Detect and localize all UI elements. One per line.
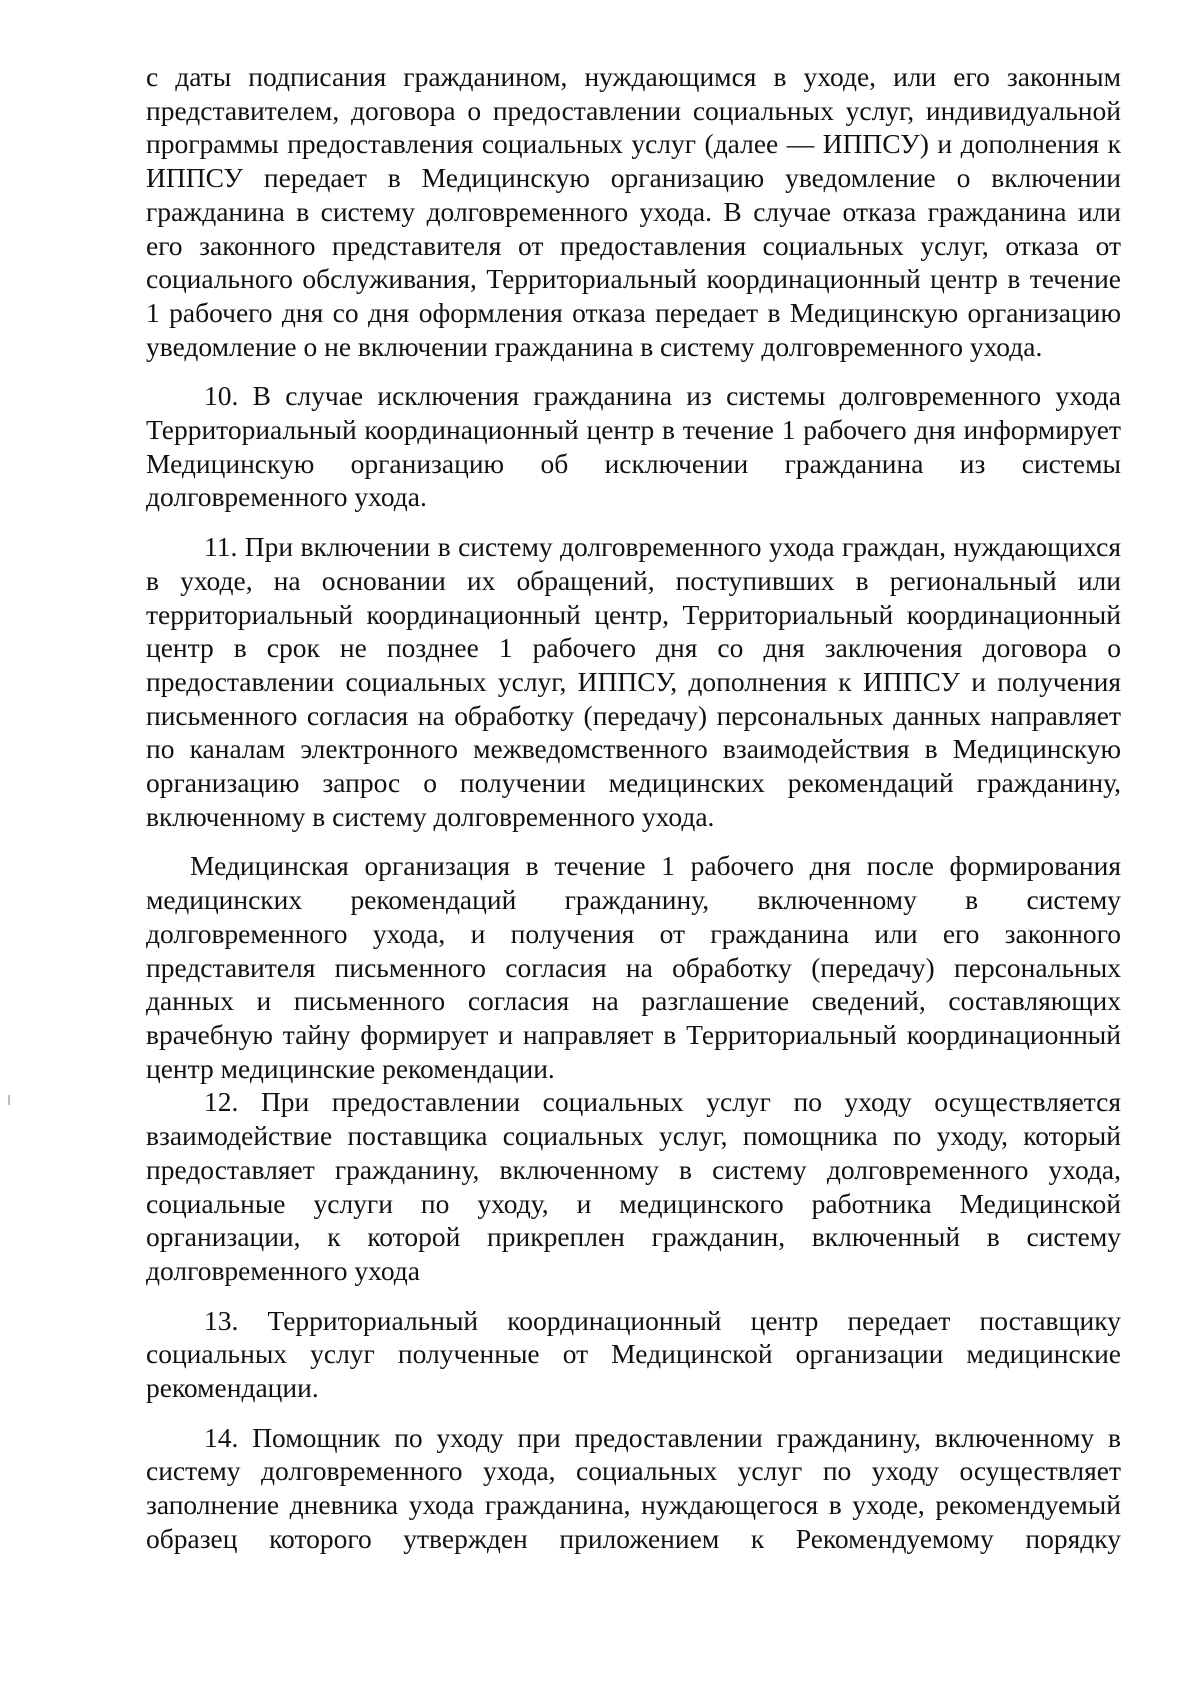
scan-edge-mark xyxy=(8,1095,10,1105)
paragraph-medical-organization: Медицинская организация в течение 1 рабочего дня после формирования медицинских рекомендаций гражданину, включенному в систему долговременного ухода, и получения от гражданина или его законного представителя письменного согласия на обработку (передачу) персональных данных и письменного согласия на разглашение сведений, составляющих врачебную тайну формирует и направляет в Территориальный координационный центр медицинские рекомендации. xyxy=(146,850,1121,1084)
paragraph-item-14: 14. Помощник по уходу при предоставлении гражданину, включенному в систему долговременного ухода, социальных услуг по уходу осуществляет заполнение дневника ухода гражданина, нуждающегося в уходе, рекомендуемый образец которого утвержден приложением к Рекомендуемому порядку xyxy=(146,1421,1121,1554)
paragraph-item-10: 10. В случае исключения гражданина из системы долговременного ухода Территориальный координационный центр в течение 1 рабочего дня информирует Медицинскую организацию об исключении гражданина из системы долговременного ухода. xyxy=(146,380,1121,513)
paragraph-item-11: 11. При включении в систему долговременного ухода граждан, нуждающихся в уходе, на основании их обращений, поступивших в региональный или территориальный координационный центр, Территориальный координационный центр в срок не позднее 1 рабочего дня со дня заключения договора о предоставлении социальных услуг, ИППСУ, дополнения к ИППСУ и получения письменного согласия на обработку (передачу) персональных данных направляет по каналам электронного межведомственного взаимодействия в Медицинскую организацию запрос о получении медицинских рекомендаций гражданину, включенному в систему долговременного ухода. xyxy=(146,531,1121,832)
paragraph-item-12: 12. При предоставлении социальных услуг по уходу осуществляется взаимодействие поставщика социальных услуг, помощника по уходу, который предоставляет гражданину, включенному в систему долговременного ухода, социальные услуги по уходу, и медицинского работника Медицинской организации, к которой прикреплен гражданин, включенный в систему долговременного ухода xyxy=(146,1086,1121,1286)
paragraph-item-13: 13. Территориальный координационный центр передает поставщику социальных услуг полученные от Медицинской организации медицинские рекомендации. xyxy=(146,1304,1121,1404)
paragraph-continuation: с даты подписания гражданином, нуждающимся в уходе, или его законным представителем, договора о предоставлении социальных услуг, индивидуальной программы предоставления социальных услуг (далее — ИППСУ) и дополнения к ИППСУ передает в Медицинскую организацию уведомление о включении гражданина в систему долговременного ухода. В случае отказа гражданина или его законного представителя от предоставления социальных услуг, отказа от социального обслуживания, Территориальный координационный центр в течение 1 рабочего дня со дня оформления отказа передает в Медицинскую организацию уведомление о не включении гражданина в систему долговременного ухода. xyxy=(146,61,1121,362)
document-page xyxy=(146,60,1121,1556)
